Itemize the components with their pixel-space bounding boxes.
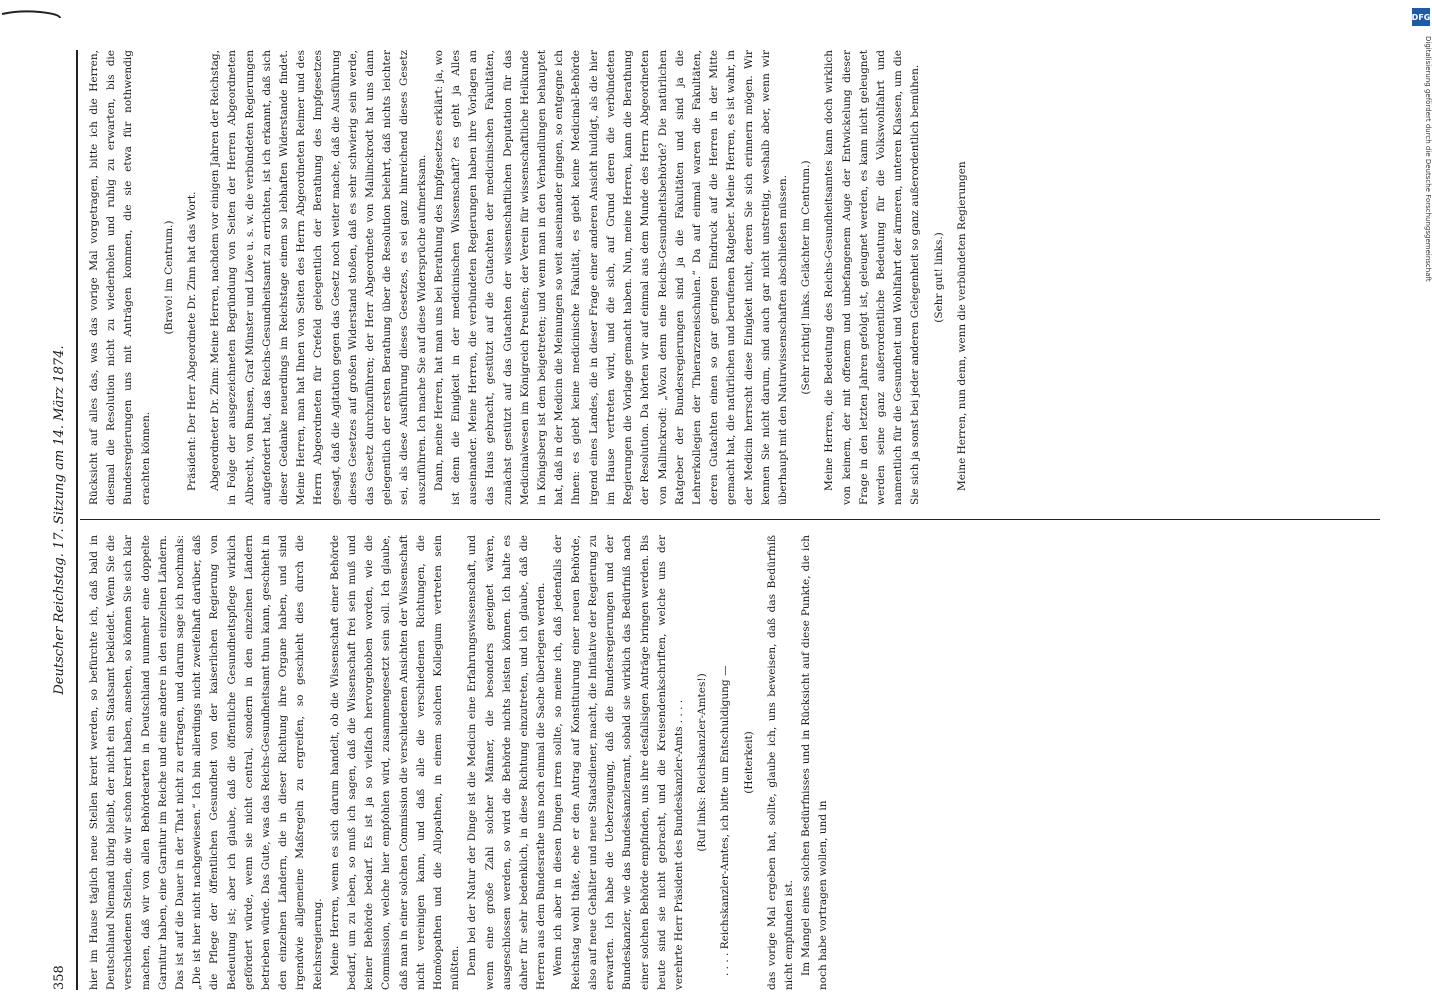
scanned-page (50, 50, 1395, 990)
header-rule (76, 50, 78, 990)
paragraph: Wenn ich aber in diesen Dingen irren sollte, so meine ich, daß jedenfalls der Reichstag wohl thäte, ehe er den Antrag auf Konstituirung einer neuen Behörde, also auf neue Gehälter und neue Staatsdiener, macht, die Initiative der Regierung zu erwarten. Ich habe die Ueberzeugung, daß die Bundesregierungen und der Bundeskanzler, wie das Bundeskanzleramt, sobald sie wirklich das Bedürfniß nach einer solchen Behörde empfinden, uns ihre desfallsigen Anträge bringen werden. Bis heute sind sie nicht gebracht, und die Kreisendenkschriften, welche uns der verehrte Herr Präsident des Bundeskanzler-Amts . . . . (552, 535, 685, 990)
right-column (86, 50, 1376, 505)
paragraph: hier im Hause täglich neue Stellen kreirt werden, so befürchte ich, daß bald in Deutschland Niemand übrig bleibt, der nicht ein Staatsamt bekleidet. Wenn Sie die verschiedenen Stellen, die wir schon kreirt haben, ansehen, so können Sie sich klar machen, daß wir von allen Behördearten in Deutschland nunmehr eine doppelte Garnitur haben, eine Garnitur im Reiche und eine andere in den einzelnen Ländern. Das ist auf die Dauer in der That nicht zu ertragen, und darum sage ich nochmals: „Die ist hier nicht nachgewiesen.“ Ich bin allerdings nicht zweifelhaft darüber, daß die Pflege der öffentlichen Gesundheit von der kaiserlichen Regierung von Bedeutung ist; aber ich glaube, daß die öffentliche Gesundheitspflege wirklich gefördert würde, wenn sie nicht central, sondern in den einzelnen Ländern betrieben würde. Das Gute, was das Reichs-Gesundheitsamt thun kann, geschieht in den einzelnen Ländern, die in dieser Richtung ihre Organe haben, und sind irgendwie allgemeine Maßregeln zu ergreifen, so geschieht dies durch die Reichsregierung. (88, 535, 324, 990)
page-number: 358 (52, 965, 67, 990)
interjection: (Heiterkeit) (742, 731, 755, 794)
interjection: (Ruf links: Reichskanzler-Amtes!) (696, 673, 709, 852)
dfg-logo: DFG (1412, 8, 1430, 26)
paragraph: Denn bei der Natur der Dinge ist die Medicin eine Erfahrungswissenschaft, und wenn eine große Zahl solcher Männer, die besonders geeignet wären, ausgeschlossen werden, so wird die Behörde nichts leisten können. Ich halte es daher für sehr bedenklich, in diese Richtung einzutreten, und ich glaube, daß die Herren aus dem Bundesrathe uns noch einmal die Sache überlegen werden. (466, 535, 548, 990)
column-divider (80, 519, 1380, 520)
paragraph: Dann, meine Herren, hat man uns bei Berathung des Impfgesetzes erklärt: ja, wo ist denn die Einigkeit in der medicinischen Wissenschaft? es geht ja Alles auseinander. Meine Herren, die verbündeten Regierungen haben ihre Vorlagen an das Haus gebracht, gestützt auf die Gutachten der medicinischen Fakultäten, zunächst gestützt auf das Gutachten der wissenschaftlichen Deputation für das Medicinalwesen im Königreich Preußen; der Verein für wissenschaftliche Heilkunde in Königsberg ist dem beigetreten; und wenn man in den Verhandlungen behauptet hat, daß in der Medicin die Meinungen so weit auseinander gingen, so entgegne ich Ihnen: es giebt keine medicinische Fakultät, es giebt keine Medicinal-Behörde irgend eines Landes, die in dieser Frage einer anderen Ansicht huldigt, als die hier im Hause vertreten wird, und die sich, auf Grund deren die verbündeten Regierungen die Vorlage gemacht haben. Nun, meine Herren, kann die Berathung der Resolution. Da hörten wir auf einmal aus dem Munde des Herrn Abgeordneten von Mallinckrodt: „Wozu denn eine Reichs-Gesundheitsbehörde? Die natürlichen Ratgeber der Bundesregierungen sind ja die Fakultäten und sind ja die Lehrerkollegien der Thierarzeneischulen.“ Da auf einmal waren die Fakultäten, deren Gutachten einen so gar geringen Eindruck auf die Herren in der Mitte gemacht hat, die natürlichen und berufenen Ratgeber. Meine Herren, es ist wahr, in der Medicin herrscht diese Einigkeit nicht, deren Sie sich erinnern mögen. Wir kennen Sie nicht darum, sind auch gar nicht unstreitig, weshalb aber, wenn wir überhaupt mit den Naturwissenschaften abschließen müssen. (432, 50, 789, 505)
digitization-credit: Digitalisierung gefördert durch die Deutsche Forschungsgemeinschaft (1424, 36, 1432, 282)
left-column (86, 535, 1376, 990)
scan-corner-mark (0, 0, 62, 24)
interjection: (Sehr gut! links.) (932, 232, 945, 323)
paragraph: Im Mangel eines solchen Bedürfnisses und in Rücksicht auf diese Punkte, die ich noch habe vortragen wollen, und in (800, 535, 830, 990)
interjection: (Bravo! im Centrum.) (162, 220, 175, 335)
interjection: (Sehr richtig! links. Gelächter im Centrum.) (800, 160, 813, 395)
running-title: Deutscher Reichstag. 17. Sitzung am 14. März 1874. (52, 345, 67, 695)
paragraph: Rücksicht auf alles das, was das vorige Mal vorgetragen, bitte ich die Herren, diesmal die Resolution nicht zu wiederholen und ruhig zu erwarten, bis die Bundesregierungen uns mit Anträgen kommen, die sie etwa für nothwendig erachten können. (88, 50, 152, 505)
speaker-paragraph: Abgeordneter Dr. Zinn: Meine Herren, nachdem vor einigen Jahren der Reichstag, in Folge der ausgezeichneten Begründung von Seiten der Herren Abgeordneten Albrecht, von Bunsen, Graf Münster und Löwe u. s. w. die verbündeten Regierungen aufgefordert hat, das Reichs-Gesundheitsamt zu errichten, ist ich erkannt, daß sich dieser Gedanke neuerdings im Reichstage einem so lebhaften Widerstande findet. Meine Herren, man hat Ihnen von Seiten des Herrn Abgeordneten Reimer und des Herrn Abgeordneten für Crefeld gelegentlich der Berathung des Impfgesetzes gesagt, daß die Agitation gegen das Gesetz noch weiter mache, daß die Ausführung dieses Gesetzes auf großen Widerstand stoßen, daß es sehr schwierig sein werde, das Gesetz durchzuführen; der Herr Abgeordnete von Mallinckrodt hat uns dann gelegentlich der ersten Berathung über die Resolution belehrt, daß nichts leichter sei, als diese Ausführung dieses Gesetzes, es sei ganz hinreichend dieses Gesetz auszuführen. Ich mache Sie auf diese Widersprüche aufmerksam. (209, 50, 428, 505)
paragraph: Meine Herren, nun denn, wenn die verbündeten Regierungen (955, 161, 968, 491)
speaker-paragraph: Präsident: Der Herr Abgeordnete Dr. Zinn hat das Wort. (186, 191, 199, 491)
paragraph: Meine Herren, wenn es sich darum handelt, ob die Wissenschaft einer Behörde bedarf, um zu leben, so muß ich sagen, daß die Wissenschaft frei sein muß und keiner Behörde bedarf. Es ist ja so vielfach hervorgehoben worden, wie die Commission, welche hier empfohlen wird, zusammengesetzt sein soll. Ich glaube, daß man in einer solchen Commission die verschiedenen Ansichten der Wissenschaft nicht vereinigen kann, und daß alle die verschiedenen Richtungen, die Homöopathen und die Allopathen, in einem solchen Kollegium vertreten sein müßten. (328, 535, 462, 990)
paragraph: Meine Herren, die Bedeutung des Reichs-Gesundheitsamtes kann doch wirklich von keinem, der mit offenem und unbefangenem Auge der Entwickelung dieser Frage in den letzten Jahren gefolgt ist, geleugnet werden, es kann nicht geleugnet werden seine ganz außerordentliche Bedeutung für die Volkswohlfahrt und namentlich für die Gesundheit und Wohlfahrt der ärmeren, unteren Klassen, um die Sie sich ja sonst bei jeder anderen Gelegenheit so ganz außerordentlich bemühen. (823, 50, 922, 505)
paragraph: . . . . Reichskanzler-Amtes, ich bitte um Entschuldigung — (719, 665, 732, 976)
paragraph: das vorige Mal ergeben hat, sollte, glaube ich, uns beweisen, daß das Bedürfniß nicht empfunden ist. (765, 535, 795, 990)
page-header (50, 50, 74, 990)
